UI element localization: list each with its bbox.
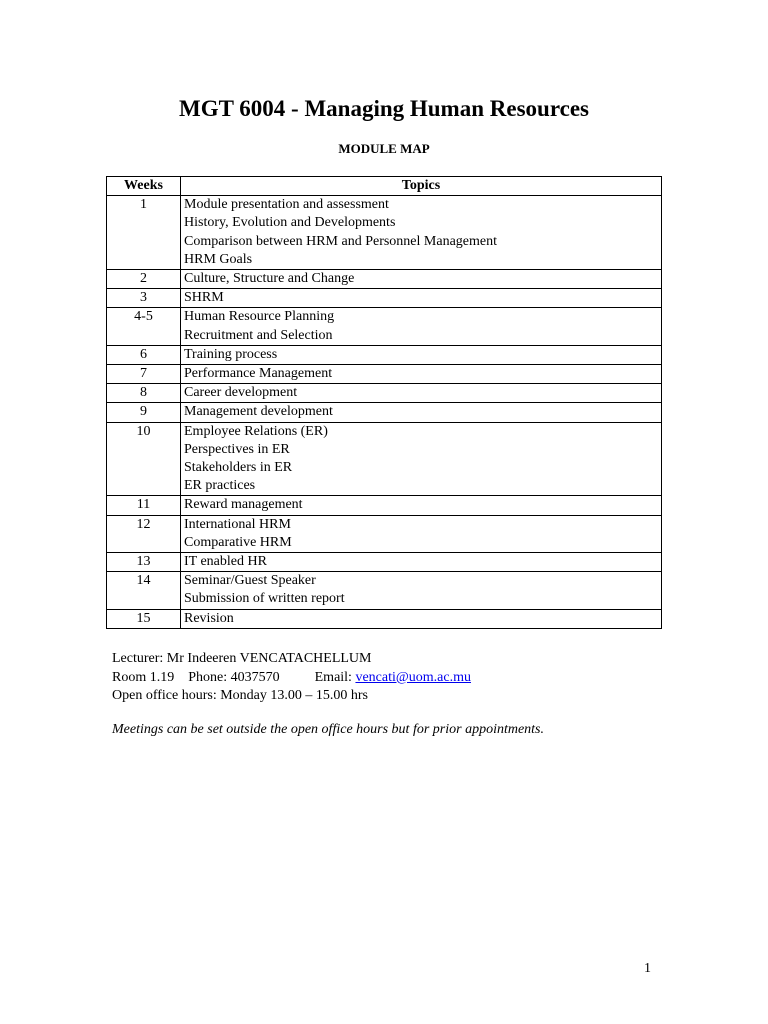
table-row [107,345,662,364]
week-cell: 3 [107,289,181,308]
week-cell: 14 [107,572,181,609]
table-row [107,422,662,496]
topic-item: History, Evolution and Developments [184,215,396,231]
topic-item: Revision [184,610,234,626]
topic-item: Career development [184,385,298,401]
topic-item: International HRM [184,516,291,532]
topics-cell [181,289,662,308]
topic-item: Performance Management [184,366,333,382]
topic-item: Comparative HRM [184,534,292,550]
week-cell: 11 [107,496,181,515]
week-cell: 4-5 [107,308,181,345]
table-row [107,196,662,270]
table-header-row [107,177,662,196]
table-row [107,289,662,308]
page-title: MGT 6004 - Managing Human Resources [179,96,589,121]
week-cell: 10 [107,422,181,496]
topic-item: Reward management [184,497,303,513]
topic-item: Seminar/Guest Speaker [184,573,316,589]
topics-cell [181,345,662,364]
topic-item: Submission of written report [184,591,345,607]
topics-cell [181,196,662,270]
week-cell: 13 [107,553,181,572]
module-map-table [106,176,662,629]
week-cell: 9 [107,403,181,422]
week-cell: 15 [107,609,181,628]
topic-item: SHRM [184,290,224,306]
table-row [107,365,662,384]
topics-cell [181,515,662,552]
topics-cell [181,365,662,384]
room-number: Room 1.19 [112,669,175,685]
topic-item: Perspectives in ER [184,441,290,457]
topics-cell [181,308,662,345]
topics-cell [181,270,662,289]
table-row [107,515,662,552]
module-map-subtitle: MODULE MAP [338,141,430,156]
topic-item: Module presentation and assessment [184,197,389,213]
appointments-note: Meetings can be set outside the open office hours but for prior appointments. [112,722,545,737]
page-number: 1 [644,961,651,976]
topic-item: IT enabled HR [184,554,267,570]
week-cell: 6 [107,345,181,364]
topics-cell [181,496,662,515]
week-cell: 7 [107,365,181,384]
topic-item: Recruitment and Selection [184,327,333,343]
weeks-column-header: Weeks [107,177,181,196]
topics-cell [181,403,662,422]
phone-number: Phone: 4037570 [188,669,280,685]
topic-item: Comparison between HRM and Personnel Management [184,233,497,249]
week-cell: 1 [107,196,181,270]
table-row [107,403,662,422]
topic-item: Management development [184,404,333,420]
topics-cell [181,384,662,403]
topics-cell [181,553,662,572]
week-cell: 12 [107,515,181,552]
table-body [107,196,662,629]
table-row [107,572,662,609]
email-link[interactable]: vencati@uom.ac.mu [355,669,471,685]
table-row [107,308,662,345]
table-row [107,496,662,515]
email-label: Email: [314,669,352,685]
room-phone-email-line [112,669,471,688]
topic-item: Employee Relations (ER) [184,423,328,439]
table-row [107,270,662,289]
table-row [107,553,662,572]
topic-item: Human Resource Planning [184,309,335,325]
topics-cell [181,572,662,609]
table-row [107,384,662,403]
lecturer-line: Lecturer: Mr Indeeren VENCATACHELLUM [112,651,372,666]
table-row [107,609,662,628]
topic-item: Culture, Structure and Change [184,271,355,287]
week-cell: 8 [107,384,181,403]
topic-item: Training process [184,346,278,362]
contact-info [112,650,471,706]
office-hours-line: Open office hours: Monday 13.00 – 15.00 hrs [112,688,368,703]
topics-column-header: Topics [181,177,662,196]
week-cell: 2 [107,270,181,289]
topics-cell [181,422,662,496]
topic-item: Stakeholders in ER [184,460,293,476]
topic-item: HRM Goals [184,251,253,267]
topics-cell [181,609,662,628]
topic-item: ER practices [184,478,256,494]
